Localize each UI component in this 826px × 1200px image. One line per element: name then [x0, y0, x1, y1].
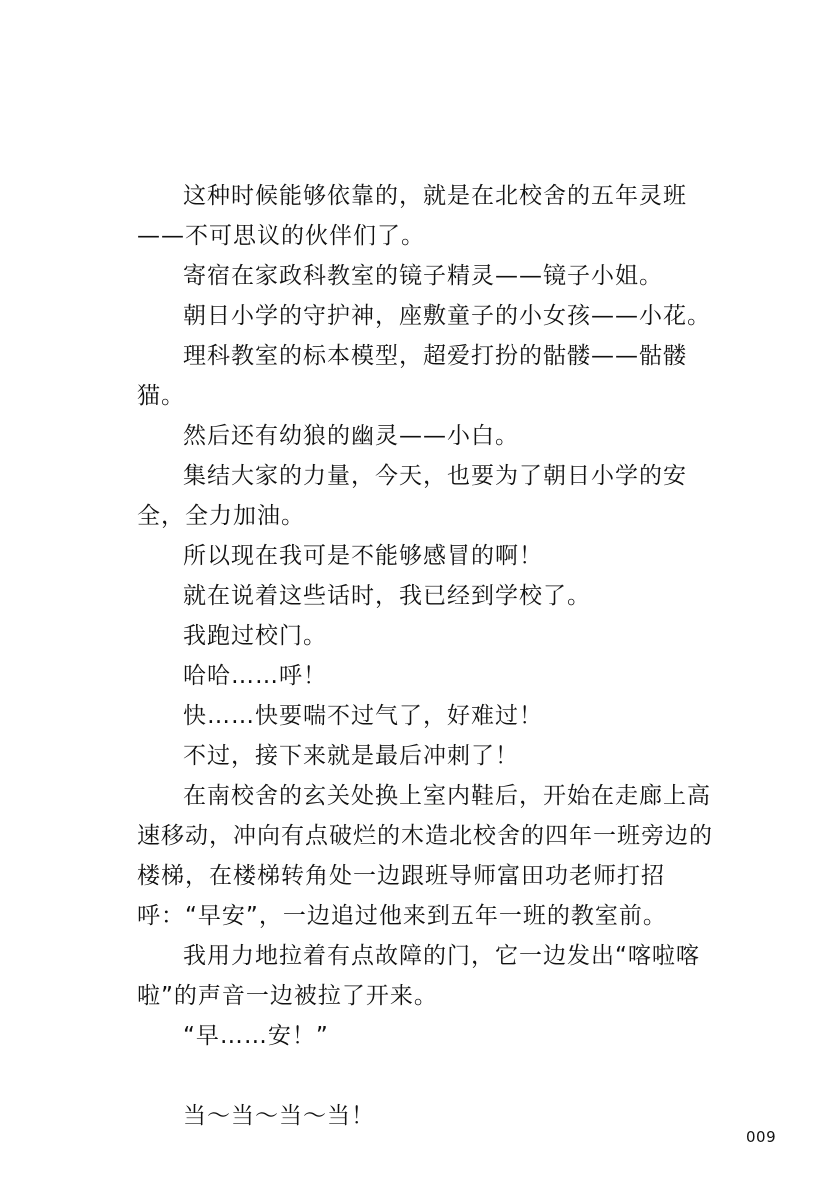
paragraph: 理科教室的标本模型，超爱打扮的骷髅——骷髅猫。 [137, 343, 687, 409]
paragraph: 就在说着这些话时，我已经到学校了。 [183, 583, 591, 609]
paragraph: “早……安！” [183, 1023, 329, 1049]
paragraph: 在南校舍的玄关处换上室内鞋后，开始在走廊上高速移动，冲向有点破烂的木造北校舍的四年一班旁边的楼梯，在楼梯转角处一边跟班导师富田功老师打招呼：“早安”，一边追过他来到五年一班的教室前。 [137, 783, 713, 929]
paragraph: 快……快要喘不过气了，好难过！ [183, 703, 543, 729]
paragraph: 哈哈……呼！ [183, 663, 327, 689]
blank-line [137, 1056, 717, 1096]
paragraph: 当～当～当～当！ [183, 1103, 375, 1129]
paragraph: 所以现在我可是不能够感冒的啊！ [183, 543, 543, 569]
page-number: 009 [746, 1128, 777, 1146]
paragraph: 然后还有幼狼的幽灵——小白。 [183, 423, 519, 449]
paragraph: 寄宿在家政科教室的镜子精灵——镜子小姐。 [183, 263, 663, 289]
paragraph: 不过，接下来就是最后冲刺了！ [183, 743, 519, 769]
paragraph: 朝日小学的守护神，座敷童子的小女孩——小花。 [183, 303, 711, 329]
paragraph: 这种时候能够依靠的，就是在北校舍的五年灵班——不可思议的伙伴们了。 [137, 183, 687, 249]
paragraph: 我用力地拉着有点故障的门，它一边发出“喀啦喀啦”的声音一边被拉了开来。 [137, 943, 700, 1009]
body-text [137, 176, 717, 1136]
paragraph: 我跑过校门。 [183, 623, 327, 649]
paragraph: 集结大家的力量，今天，也要为了朝日小学的安全，全力加油。 [137, 463, 687, 529]
